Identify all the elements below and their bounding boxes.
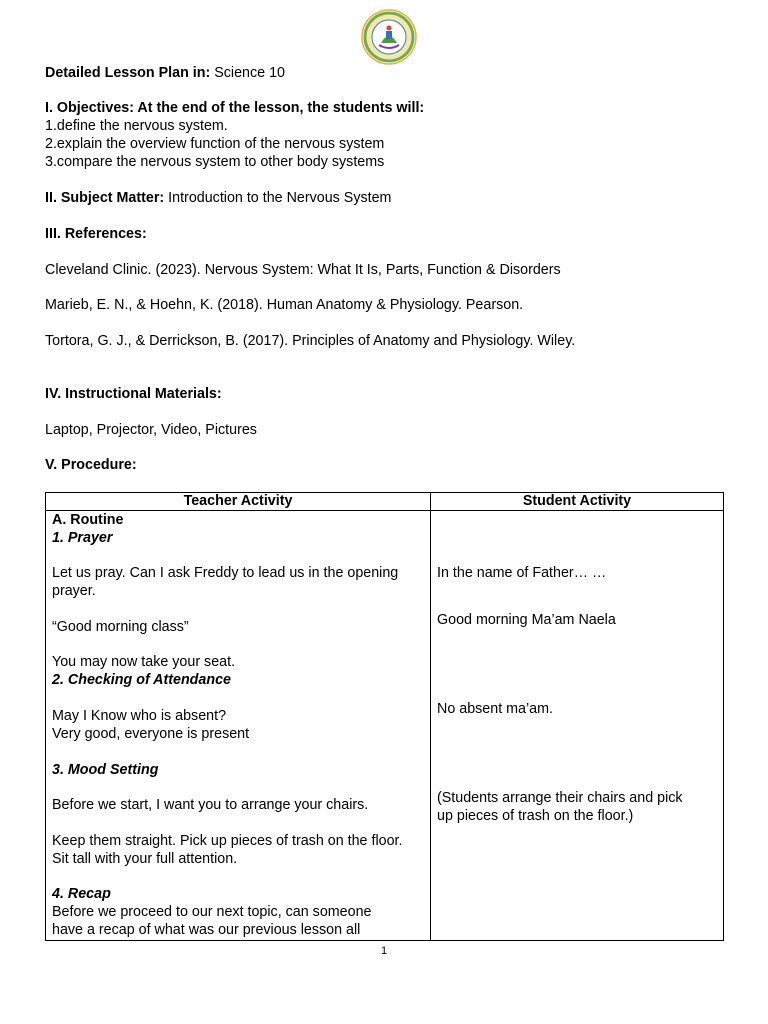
page-number: 1 — [380, 945, 388, 957]
subject-matter — [45, 190, 391, 207]
student-activity-cell — [431, 511, 724, 941]
objective-item: 1.define the nervous system. — [45, 118, 228, 134]
mood-setting-heading: 3. Mood Setting — [52, 762, 159, 778]
reference-item: Tortora, G. J., & Derrickson, B. (2017). Principles of Anatomy and Physiology. Wiley. — [45, 333, 576, 349]
procedure-heading: V. Procedure: — [45, 457, 137, 473]
student-text: up pieces of trash on the floor.) — [437, 808, 634, 824]
teacher-text: May I Know who is absent? — [52, 708, 227, 724]
materials-value: Laptop, Projector, Video, Pictures — [45, 422, 257, 438]
teacher-text: Before we start, I want you to arrange your chairs. — [52, 797, 369, 813]
teacher-text: Let us pray. Can I ask Freddy to lead us in the opening — [52, 565, 399, 581]
lesson-plan-subject: Science 10 — [214, 65, 285, 81]
objectives-heading: I. Objectives: At the end of the lesson, the students will: — [45, 100, 425, 116]
routine-heading: A. Routine — [52, 512, 124, 528]
reference-item: Marieb, E. N., & Hoehn, K. (2018). Human Anatomy & Physiology. Pearson. — [45, 297, 524, 313]
lesson-plan-label: Detailed Lesson Plan in: — [45, 65, 211, 81]
lesson-plan-header — [45, 65, 285, 82]
school-seal-icon — [361, 9, 417, 65]
student-activity-header: Student Activity — [431, 493, 724, 511]
teacher-text: have a recap of what was our previous lesson all — [52, 922, 361, 938]
procedure-table-header-row — [46, 493, 724, 511]
student-text: (Students arrange their chairs and pick — [437, 790, 683, 806]
teacher-text: Before we proceed to our next topic, can someone — [52, 904, 372, 920]
materials-heading: IV. Instructional Materials: — [45, 386, 222, 402]
objective-item: 2.explain the overview function of the nervous system — [45, 136, 385, 152]
teacher-text: You may now take your seat. — [52, 654, 236, 670]
reference-item: Cleveland Clinic. (2023). Nervous System: What It Is, Parts, Function & Disorders — [45, 262, 561, 278]
objective-item: 3.compare the nervous system to other body systems — [45, 154, 385, 170]
subject-matter-label: II. Subject Matter: — [45, 190, 165, 206]
teacher-text: prayer. — [52, 583, 96, 599]
recap-heading: 4. Recap — [52, 886, 111, 902]
student-text: In the name of Father… … — [437, 565, 607, 581]
attendance-heading: 2. Checking of Attendance — [52, 672, 232, 688]
teacher-text: Very good, everyone is present — [52, 726, 250, 742]
teacher-text: Sit tall with your full attention. — [52, 851, 238, 867]
student-text: No absent ma’am. — [437, 701, 554, 717]
procedure-table — [45, 492, 724, 941]
subject-matter-value: Introduction to the Nervous System — [168, 190, 392, 206]
teacher-text: “Good morning class” — [52, 619, 189, 635]
student-text: Good morning Ma’am Naela — [437, 612, 616, 628]
teacher-text: Keep them straight. Pick up pieces of trash on the floor. — [52, 833, 403, 849]
prayer-heading: 1. Prayer — [52, 530, 113, 546]
teacher-activity-cell — [46, 511, 431, 941]
references-heading: III. References: — [45, 226, 147, 242]
teacher-activity-header: Teacher Activity — [46, 493, 431, 511]
procedure-table-row — [46, 511, 724, 941]
